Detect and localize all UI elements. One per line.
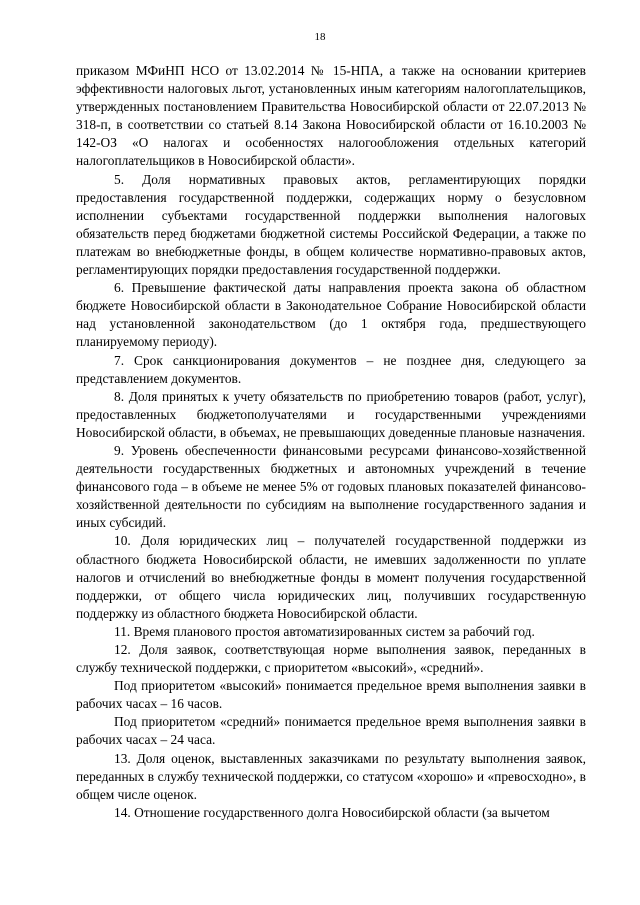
paragraph-continuation: приказом МФиНП НСО от 13.02.2014 № 15-НПА, а также на основании критериев эффективности налоговых льгот, установленных иным категориям налогоплательщиков, утвержденных постановлением Правительства Новосибирской области от 22.07.2013 № 318-п, в соответствии со статьей 8.14 Закона Новосибирской области от 16.10.2003 № 142-ОЗ «О налогах и особенностях налогообложения отдельных категорий налогоплательщиков в Новосибирской области». (76, 63, 586, 169)
paragraph-item-9: 9. Уровень обеспеченности финансовыми ресурсами финансово-хозяйственной деятельности государственных бюджетных и автономных учреждений в течение финансового года – в объеме не менее 5% от годовых плановых показателей финансово-хозяйственной деятельности по субсидиям на выполнение государственного задания и иных субсидий. (76, 442, 586, 531)
document-body (76, 62, 586, 822)
paragraph-item-5: 5. Доля нормативных правовых актов, регламентирующих порядки предоставления государственной поддержки, содержащих норму о безусловном исполнении субъектами государственной поддержки выполнения налоговых обязательств перед бюджетами бюджетной системы Российской Федерации, а также по платежам во внебюджетные фонды, в общем количестве нормативно-правовых актов, регламентирующих порядки предоставления государственной поддержки. (76, 171, 586, 278)
paragraph-note-medium-priority: Под приоритетом «средний» понимается предельное время выполнения заявки в рабочих часах – 24 часа. (76, 714, 586, 748)
paragraph-item-13: 13. Доля оценок, выставленных заказчиками по результату выполнения заявок, переданных в службу технической поддержки, со статусом «хорошо» и «превосходно», в общем числе оценок. (76, 750, 586, 802)
page-number: 18 (314, 31, 326, 43)
paragraph-item-6: 6. Превышение фактической даты направления проекта закона об областном бюджете Новосибирской области в Законодательное Собрание Новосибирской области над установленной законодательством (до 1 октября года, предшествующего планируемому периоду). (76, 280, 586, 350)
paragraph-item-7: 7. Срок санкционирования документов – не позднее дня, следующего за представлением документов. (76, 352, 586, 386)
paragraph-item-14: 14. Отношение государственного долга Новосибирской области (за вычетом (114, 804, 550, 820)
paragraph-item-12: 12. Доля заявок, соответствующая норме выполнения заявок, переданных в службу технической поддержки, с приоритетом «высокий», «средний». (76, 642, 586, 676)
paragraph-item-11: 11. Время планового простоя автоматизированных систем за рабочий год. (114, 623, 535, 639)
paragraph-item-10: 10. Доля юридических лиц – получателей государственной поддержки из областного бюджета Новосибирской области, не имевших задолженности по уплате налогов и отчислений во внебюджетные фонды в момент получения государственной поддержки, от общего числа юридических лиц, получивших государственную поддержку из областного бюджета Новосибирской области. (76, 533, 586, 621)
paragraph-note-high-priority: Под приоритетом «высокий» понимается предельное время выполнения заявки в рабочих часах – 16 часов. (76, 678, 586, 712)
paragraph-item-8: 8. Доля принятых к учету обязательств по приобретению товаров (работ, услуг), предоставленных бюджетополучателями и государственными учреждениями Новосибирской области, в объемах, не превышающих доведенные плановые назначения. (76, 388, 586, 440)
